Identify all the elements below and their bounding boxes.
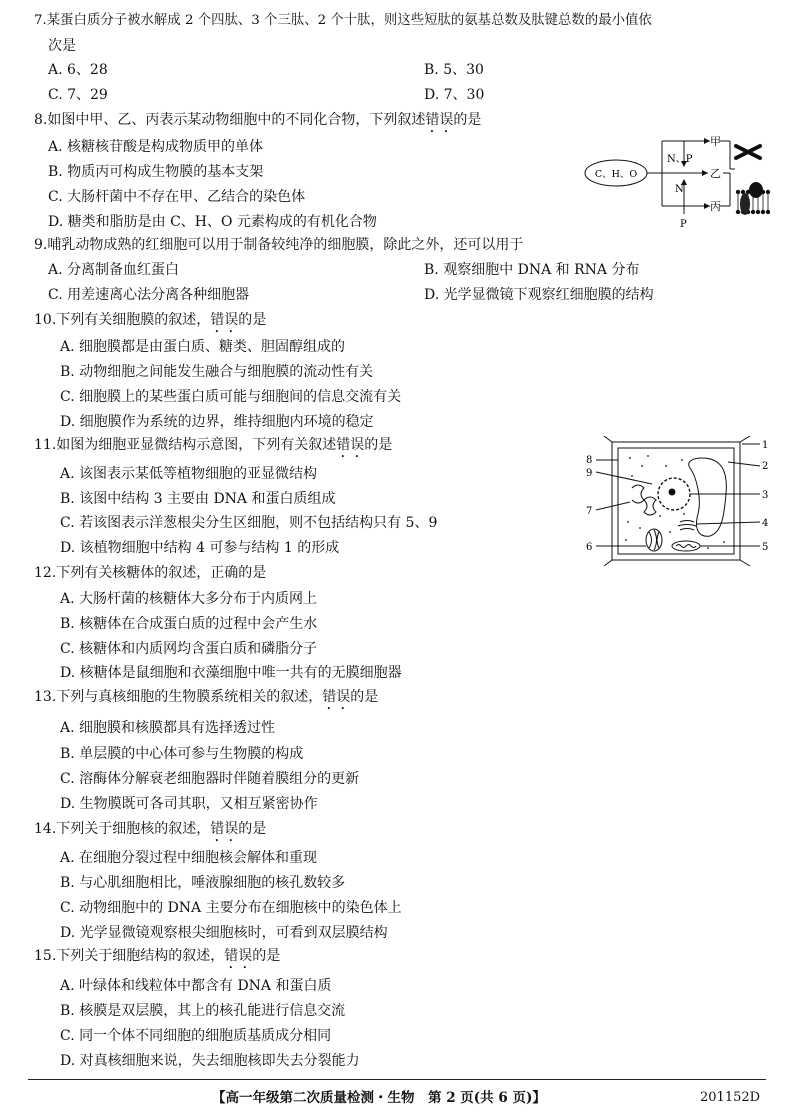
q11-option-c: C. 若该图表示洋葱根尖分生区细胞，则不包括结构只有 5、9: [60, 515, 438, 531]
q9-option-a: A. 分离制备血红蛋白: [48, 262, 180, 278]
q14-option-b: B. 与心肌细胞相比，唾液腺细胞的核孔数较多: [60, 875, 346, 891]
q11-stem-keyword: 错误: [336, 437, 365, 453]
q7-option-a: A. 6、28: [48, 62, 108, 78]
q7-stem-line2: 次是: [48, 38, 76, 54]
q11-fig-label-9: 9: [586, 468, 593, 479]
q12-option-c: C. 核糖体和内质网均含蛋白质和磷脂分子: [60, 641, 318, 657]
q8-fig-jia: 甲: [710, 135, 721, 148]
q11-option-d: D. 该植物细胞中结构 4 可参与结构 1 的形成: [60, 540, 340, 556]
membrane-bilayer-icon: [736, 182, 770, 215]
q11-fig-label-4: 4: [762, 518, 769, 529]
q15-option-d: D. 对真核细胞来说，失去细胞核即失去分裂能力: [60, 1053, 360, 1069]
q8-fig-yi: 乙: [710, 167, 721, 180]
footer-divider: [28, 1079, 766, 1080]
q8-compound-diagram: [580, 134, 780, 234]
q13-option-a: A. 细胞膜和核膜都具有选择透过性: [60, 720, 276, 736]
q13-option-d: D. 生物膜既可各司其职，又相互紧密协作: [60, 796, 318, 812]
q11-fig-label-1: 1: [762, 440, 769, 451]
q8-option-a: A. 核糖核苷酸是构成物质甲的单体: [48, 139, 264, 155]
q9-option-c: C. 用差速离心法分离各种细胞器: [48, 287, 250, 303]
q12-option-b: B. 核糖体在合成蛋白质的过程中会产生水: [60, 616, 318, 632]
q14-option-d: D. 光学显微镜观察根尖细胞核时，可看到双层膜结构: [60, 925, 388, 941]
q14-stem-text: 14.下列关于细胞核的叙述，: [34, 821, 211, 837]
footer-code: 201152D: [700, 1090, 761, 1105]
q8-stem-end: 的是: [453, 112, 482, 128]
q14-option-a: A. 在细胞分裂过程中细胞核会解体和重现: [60, 850, 318, 866]
q11-fig-label-2: 2: [762, 461, 769, 472]
q14-stem-end: 的是: [238, 821, 267, 837]
q11-option-b: B. 该图中结构 3 主要由 DNA 和蛋白质组成: [60, 491, 336, 507]
q15-stem-keyword: 错误: [224, 948, 253, 964]
q8-stem-text: 8.如图中甲、乙、丙表示某动物细胞中的不同化合物，下列叙述: [34, 112, 426, 128]
q14-option-c: C. 动物细胞中的 DNA 主要分布在细胞核中的染色体上: [60, 900, 402, 916]
q15-option-a: A. 叶绿体和线粒体中都含有 DNA 和蛋白质: [60, 978, 332, 994]
q7-stem-line1: 7.某蛋白质分子被水解成 2 个四肽、3 个三肽、2 个十肽，则这些短肽的氨基总数及肽键总数的最小值依: [34, 13, 652, 28]
q13-stem-text: 13.下列与真核细胞的生物膜系统相关的叙述，: [34, 689, 323, 705]
q9-option-b: B. 观察细胞中 DNA 和 RNA 分布: [424, 262, 640, 278]
q7-option-b: B. 5、30: [424, 62, 484, 78]
footer-title: 【高一年级第二次质量检测・生物 第 2 页(共 6 页)】: [212, 1090, 546, 1106]
q8-stem-keyword: 错误: [425, 112, 454, 128]
q7-option-c: C. 7、29: [48, 87, 108, 103]
q13-stem-keyword: 错误: [322, 689, 351, 705]
q11-fig-label-3: 3: [762, 490, 769, 501]
q11-option-a: A. 该图表示某低等植物细胞的亚显微结构: [60, 466, 318, 482]
q8-option-c: C. 大肠杆菌中不存在甲、乙结合的染色体: [48, 189, 306, 205]
q11-stem-end: 的是: [364, 437, 393, 453]
q15-stem-text: 15.下列关于细胞结构的叙述，: [34, 948, 225, 964]
q10-stem-text: 10.下列有关细胞膜的叙述，: [34, 312, 211, 328]
q11-fig-label-6: 6: [586, 542, 593, 553]
q12-option-a: A. 大肠杆菌的核糖体大多分布于内质网上: [60, 591, 318, 607]
q9-stem: 9.哺乳动物成熟的红细胞可以用于制备较纯净的细胞膜，除此之外，还可以用于: [34, 237, 524, 253]
q11-stem: [34, 436, 392, 461]
q10-stem-keyword: 错误: [210, 312, 239, 328]
q8-option-d: D. 糖类和脂肪是由 C、H、O 元素构成的有机化合物: [48, 214, 377, 230]
q12-stem: 12.下列有关核糖体的叙述，正确的是: [34, 565, 267, 581]
q13-stem-end: 的是: [350, 689, 379, 705]
q15-stem: [34, 947, 280, 972]
q8-option-b: B. 物质丙可构成生物膜的基本支架: [48, 164, 264, 180]
q15-option-c: C. 同一个体不同细胞的细胞质基质成分相同: [60, 1028, 332, 1044]
q15-option-b: B. 核膜是双层膜，其上的核孔能进行信息交流: [60, 1003, 346, 1019]
q8-stem: [34, 111, 481, 136]
q8-fig-p: P: [680, 219, 687, 230]
q9-option-d: D. 光学显微镜下观察红细胞膜的结构: [424, 287, 654, 303]
q10-option-a: A. 细胞膜都是由蛋白质、糖类、胆固醇组成的: [60, 339, 346, 355]
q14-stem: [34, 820, 266, 845]
q7-option-d: D. 7、30: [424, 87, 485, 103]
q8-fig-bing: 丙: [710, 200, 721, 213]
q11-fig-label-5: 5: [762, 542, 769, 553]
q10-stem-end: 的是: [238, 312, 267, 328]
q10-option-d: D. 细胞膜作为系统的边界，维持细胞内环境的稳定: [60, 414, 374, 430]
chromosome-icon: [736, 146, 760, 158]
q13-option-b: B. 单层膜的中心体可参与生物膜的构成: [60, 746, 304, 762]
q8-fig-cho: C、H、O: [594, 169, 638, 180]
q11-cell-diagram: [582, 436, 772, 566]
q8-fig-np: N、P: [667, 154, 693, 165]
q10-option-b: B. 动物细胞之间能发生融合与细胞膜的流动性有关: [60, 364, 374, 380]
q8-fig-n: N: [675, 184, 684, 195]
q13-stem: [34, 688, 378, 713]
q15-stem-end: 的是: [252, 948, 281, 964]
q11-stem-text: 11.如图为细胞亚显微结构示意图，下列有关叙述: [34, 437, 337, 453]
q12-option-d: D. 核糖体是鼠细胞和衣藻细胞中唯一共有的无膜细胞器: [60, 665, 402, 681]
q13-option-c: C. 溶酶体分解衰老细胞器时伴随着膜组分的更新: [60, 771, 360, 787]
q10-stem: [34, 311, 266, 336]
q11-fig-label-8: 8: [586, 455, 593, 466]
q11-fig-label-7: 7: [586, 506, 593, 517]
q14-stem-keyword: 错误: [210, 821, 239, 837]
q10-option-c: C. 细胞膜上的某些蛋白质可能与细胞间的信息交流有关: [60, 389, 402, 405]
